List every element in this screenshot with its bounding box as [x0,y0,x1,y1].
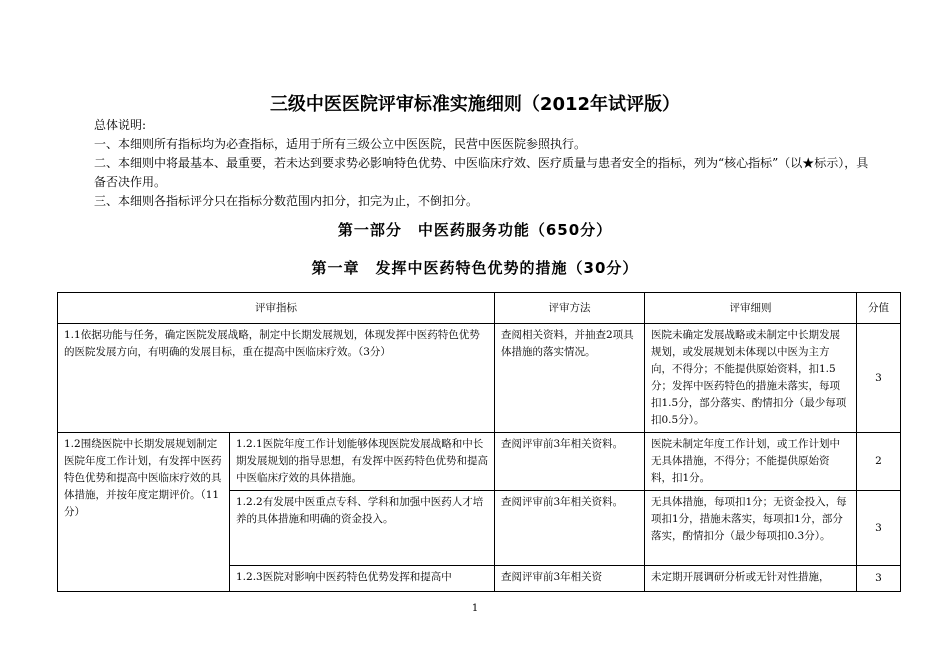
method-cell: 查阅评审前3年相关资 [495,566,645,592]
page-number: 1 [471,603,479,614]
notes-item-1: 一、本细则所有指标均为必查指标，适用于所有三级公立中医医院，民营中医医院参照执行。 [94,137,587,151]
indicator-cell: 1.1依据功能与任务，确定医院发展战略，制定中长期发展规划，体现发挥中医药特色优势的医院发展方向，有明确的发展目标，重在提高中医临床疗效。（3分） [58,324,495,433]
indicator-cell: 1.2.1医院年度工作计划能够体现医院发展战略和中长期发展规划的指导思想，有发挥中医药特色优势和提高中医临床疗效的具体措施。 [230,433,495,491]
table-header-row [58,293,901,324]
chapter-heading: 第一章 发挥中医药特色优势的措施（30分） [311,259,639,277]
method-cell: 查阅评审前3年相关资料。 [495,433,645,491]
notes-heading: 总体说明: [94,118,147,132]
notes-item-2: 二、本细则中将最基本、最重要，若未达到要求势必影响特色优势、中医临床疗效、医疗质量与患者安全的指标，列为“核心指标”（以★标示），具备否决作用。 [94,156,869,189]
detail-cell: 医院未确定发展战略或未制定中长期发展规划，或发展规划未体现以中医为主方向，不得分；不能提供原始资料，扣1.5分；发挥中医药特色的措施未落实，每项扣1.5分，部分落实、酌情扣分（最少每项扣0.5分）。 [645,324,857,433]
detail-cell: 无具体措施，每项扣1分；无资金投入，每项扣1分，措施未落实，每项扣1分，部分落实，酌情扣分（最少每项扣0.3分）。 [645,491,857,566]
general-notes [94,116,874,211]
header-detail: 评审细则 [645,293,857,324]
method-cell: 查阅相关资料，并抽查2项具体措施的落实情况。 [495,324,645,433]
score-cell: 3 [857,491,901,566]
document-title: 三级中医医院评审标准实施细则（2012年试评版） [269,94,681,115]
indicator-cell: 1.2.2有发展中医重点专科、学科和加强中医药人才培养的具体措施和明确的资金投入。 [230,491,495,566]
score-cell: 2 [857,433,901,491]
detail-cell: 未定期开展调研分析或无针对性措施， [645,566,857,592]
header-method: 评审方法 [495,293,645,324]
method-cell: 查阅评审前3年相关资料。 [495,491,645,566]
indicator-cell: 1.2.3医院对影响中医药特色优势发挥和提高中 [230,566,495,592]
score-cell: 3 [857,324,901,433]
notes-item-3: 三、本细则各指标评分只在指标分数范围内扣分，扣完为止，不倒扣分。 [94,194,479,208]
table-row [58,324,901,433]
header-indicator: 评审指标 [58,293,495,324]
group-indicator-cell: 1.2围绕医院中长期发展规划制定医院年度工作计划，有发挥中医药特色优势和提高中医临床疗效的具体措施，并按年度定期评价。（11分） [58,433,230,592]
criteria-table [57,292,901,592]
part-heading: 第一部分 中医药服务功能（650分） [337,221,613,239]
header-score: 分值 [857,293,901,324]
table-row [58,433,901,491]
detail-cell: 医院未制定年度工作计划，或工作计划中无具体措施，不得分；不能提供原始资料，扣1分。 [645,433,857,491]
score-cell: 3 [857,566,901,592]
